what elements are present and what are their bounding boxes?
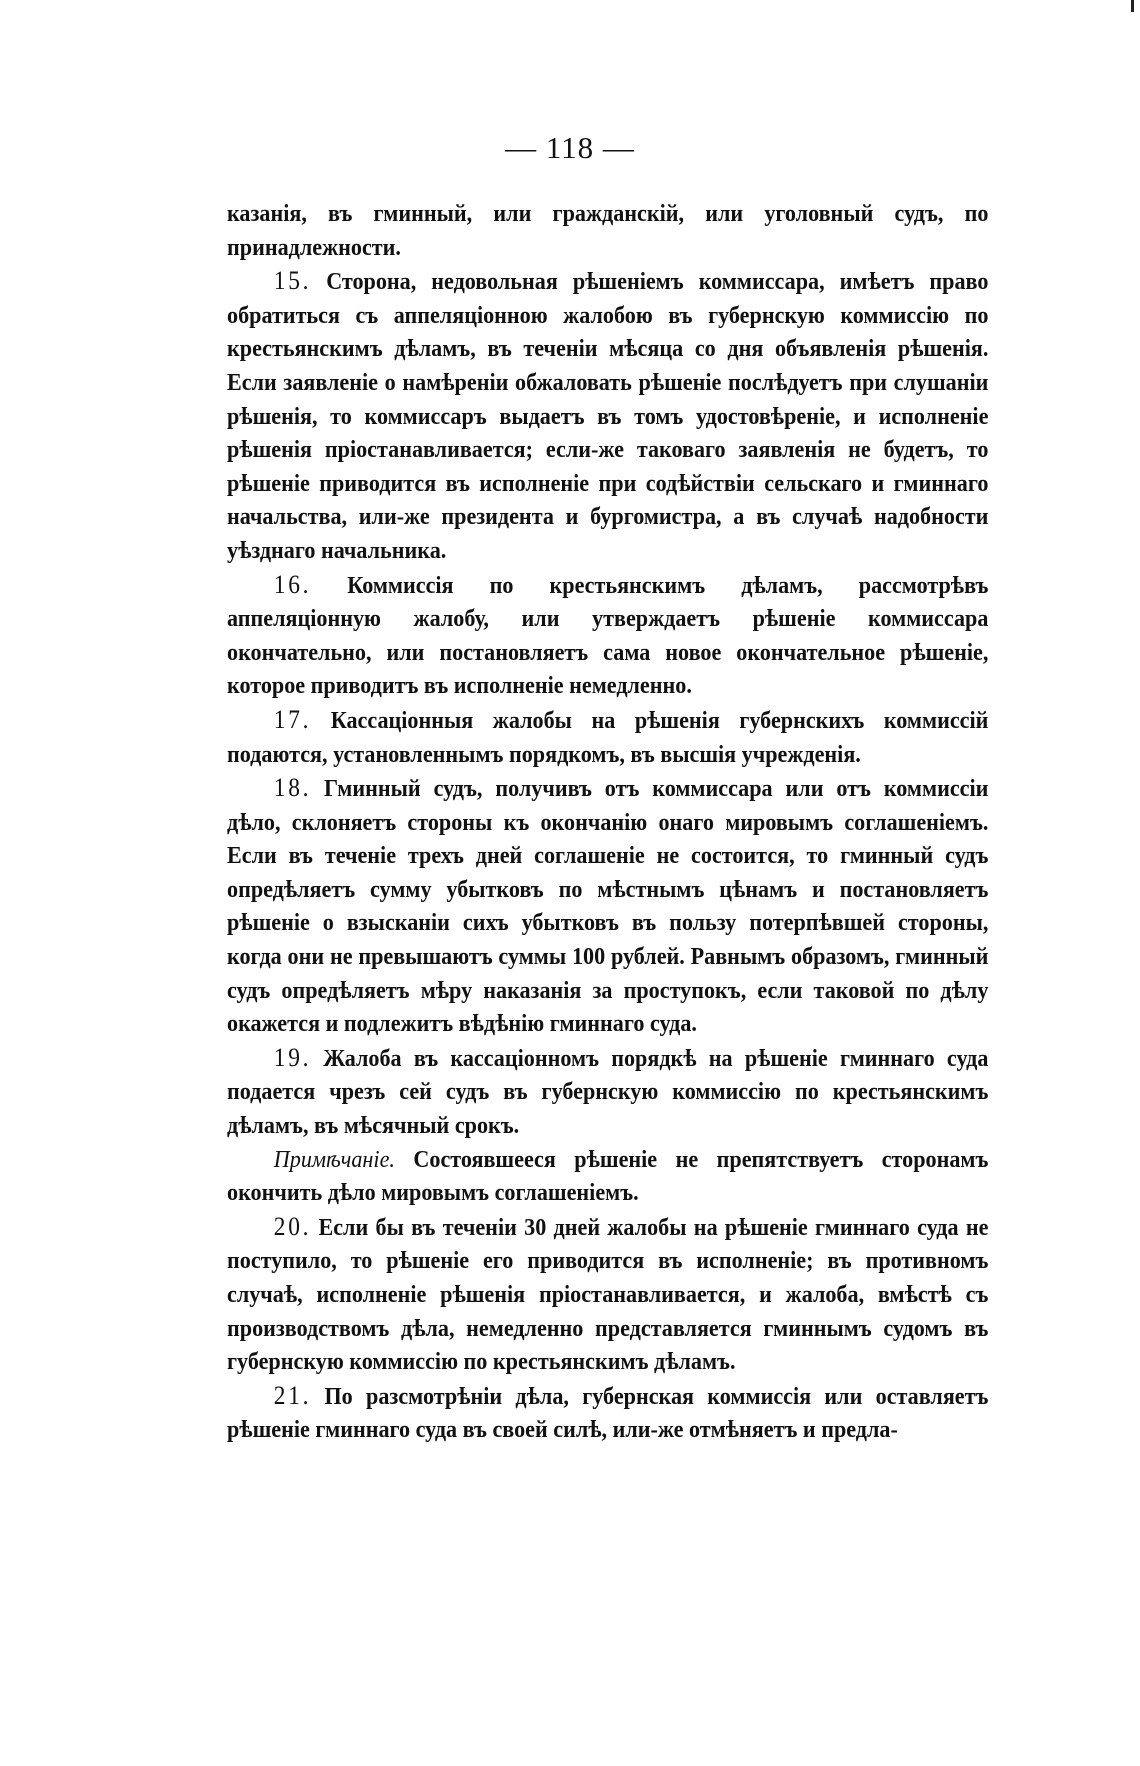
paragraph-text: Если бы въ теченіи 30 дней жалобы на рѣшеніе гминнаго суда не поступило, то рѣшеніе его приводится въ исполненіе; въ противномъ случаѣ, исполненіе рѣшенія пріостанавливается, и жалоба, вмѣстѣ съ производствомъ дѣла, немедленно представляется гминнымъ судомъ въ губернскую коммиссію по крестьянскимъ дѣламъ. <box>227 1213 989 1376</box>
paragraph-number: 18. <box>273 773 312 803</box>
paragraph-20 <box>227 1210 988 1379</box>
paragraph-number: 15. <box>273 266 312 296</box>
paragraph-text: Коммиссія по крестьянскимъ дѣламъ, рассмотрѣвъ аппеляціонную жалобу, или утверждаетъ рѣшеніе коммиссара окончательно, или постановляетъ сама новое окончательное рѣшеніе, которое приводитъ въ исполненіе немедленно. <box>227 571 989 700</box>
paragraph-16 <box>227 568 988 703</box>
paragraph-number: 17. <box>273 704 312 734</box>
paragraph-text: Кассаціонныя жалобы на рѣшенія губернскихъ коммиссій подаются, установленнымъ порядкомъ, въ высшія учрежденія. <box>227 706 989 768</box>
paragraph-number: 16. <box>273 569 312 599</box>
paragraph-19 <box>227 1041 988 1143</box>
paragraph-15 <box>227 264 988 567</box>
paragraph-21 <box>227 1379 988 1447</box>
paragraph-text: Жалоба въ кассаціонномъ порядкѣ на рѣшеніе гминнаго суда подается чрезъ сей судъ въ губернскую коммиссію по крестьянскимъ дѣламъ, въ мѣсячный срокъ. <box>227 1044 989 1140</box>
paragraph-text: казанія, въ гминный, или гражданскій, или уголовный судъ, по принадлежности. <box>227 200 989 261</box>
paragraph-number: 21. <box>273 1380 312 1410</box>
paragraph-text: Состоявшееся рѣшеніе не препятствуетъ сторонамъ окончить дѣло мировымъ соглашеніемъ. <box>227 1145 989 1207</box>
paragraph-number: 20. <box>273 1211 312 1241</box>
scan-mark <box>1131 0 1134 12</box>
paragraph-text: Гминный судъ, получивъ отъ коммиссара или отъ коммиссіи дѣло, склоняетъ стороны къ окончанію онаго мировымъ соглашеніемъ. Если въ теченіе трехъ дней соглашеніе не состоится, то гминный судъ опредѣляетъ сумму убытковъ по мѣстнымъ цѣнамъ и постановляетъ рѣшеніе о взысканіи сихъ убытковъ въ пользу потерпѣвшей стороны, когда они не превышаютъ суммы 100 рублей. Равнымъ образомъ, гминный судъ опредѣляетъ мѣру наказанія за проступокъ, если таковой по дѣлу окажется и подлежитъ вѣдѣнію гминнаго суда. <box>227 775 989 1038</box>
note-label: Примѣчаніе. <box>273 1145 395 1173</box>
paragraph-18 <box>227 771 988 1041</box>
paragraph-text: По разсмотрѣніи дѣла, губернская коммиссія или оставляетъ рѣшеніе гминнаго суда въ своей силѣ, или-же отмѣняетъ и предла- <box>227 1382 989 1444</box>
paragraph-continuation <box>227 197 988 264</box>
paragraph-note <box>227 1143 988 1210</box>
paragraph-17 <box>227 703 988 771</box>
paragraph-text: Сторона, недовольная рѣшеніемъ коммиссара, имѣетъ право обратиться съ аппеляціонною жалобою въ губернскую коммиссію по крестьянскимъ дѣламъ, въ теченіи мѣсяца со дня объявленія рѣшенія. Если заявленіе о намѣреніи обжаловать рѣшеніе послѣдуетъ при слушаніи рѣшенія, то коммиссаръ выдаетъ въ томъ удостовѣреніе, и исполненіе рѣшенія пріостанавливается; если-же таковаго заявленія не будетъ, то рѣшеніе приводится въ исполненіе при содѣйствіи сельскаго и гминнаго начальства, или-же президента и бургомистра, а въ случаѣ надобности уѣзднаго начальника. <box>227 268 989 564</box>
paragraph-number: 19. <box>273 1042 312 1072</box>
document-body <box>227 197 988 1447</box>
page-number: — 118 — <box>505 130 635 165</box>
